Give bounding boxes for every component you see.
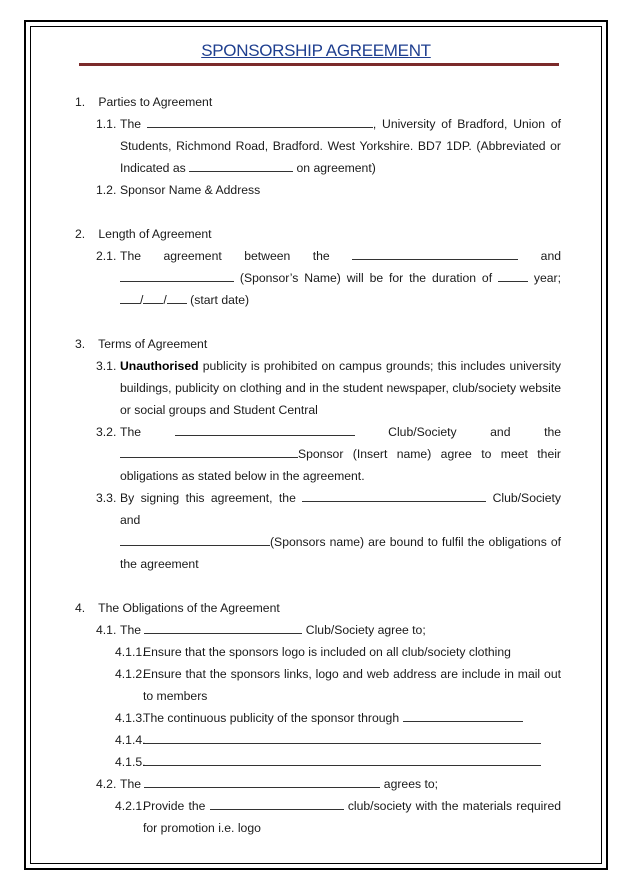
clause-4-1-3: 4.1.3. The continuous publicity of the sponsor through — [75, 707, 561, 729]
document-title: SPONSORSHIP AGREEMENT — [201, 41, 431, 60]
start-day-blank[interactable] — [120, 291, 140, 304]
obligation-4-1-4-blank[interactable] — [143, 731, 541, 744]
sponsor-name-blank[interactable] — [120, 269, 234, 282]
section-1-heading: 1. Parties to Agreement — [75, 95, 213, 109]
section-heading-text: Terms of Agreement — [98, 337, 208, 351]
section-heading-text: Length of Agreement — [98, 227, 212, 241]
clause-4-1-4: 4.1.4. — [75, 729, 561, 751]
clause-4-1-2: 4.1.2. Ensure that the sponsors links, logo and web address are include in mail out to members — [115, 667, 561, 703]
club-society-signing-blank[interactable] — [302, 489, 486, 502]
duration-blank[interactable] — [498, 269, 528, 282]
obligation-4-1-5-blank[interactable] — [143, 753, 541, 766]
clause-4-2: 4.2. The agrees to; — [96, 777, 438, 791]
section-heading-text: The Obligations of the Agreement — [98, 601, 280, 615]
union-name-blank[interactable] — [147, 115, 373, 128]
page-inner-border — [30, 26, 602, 864]
materials-club-blank[interactable] — [210, 797, 344, 810]
clause-4-2-1: 4.2.1. Provide the club/society with the materials required for promotion i.e. logo — [115, 799, 561, 835]
section-2-heading: 2. Length of Agreement — [75, 227, 212, 241]
sponsor-obligations-blank[interactable] — [144, 775, 380, 788]
clause-3-2: 3.2. The Club/Society and the Sponsor (Insert name) agree to meet their obligations as stated below in the agreement. — [96, 425, 562, 483]
title-rule — [79, 63, 559, 66]
clause-3-1: 3.1. Unauthorised publicity is prohibited on campus grounds; this includes university buildings, publicity on clothing and in the student newspaper, club/society website or social groups and Student Central — [96, 359, 562, 417]
publicity-method-blank[interactable] — [403, 709, 523, 722]
clause-2-1: 2.1. The agreement between the and (Sponsor’s Name) will be for the duration of year; / / (start date) — [96, 249, 562, 307]
clause-4-1-5: 4.1.5. — [75, 751, 561, 773]
abbreviation-blank[interactable] — [189, 159, 293, 172]
obligations-club-blank[interactable] — [144, 621, 302, 634]
start-year-blank[interactable] — [167, 291, 187, 304]
sponsor-blank[interactable] — [120, 445, 298, 458]
agreement-body — [75, 91, 561, 839]
club-society-blank[interactable] — [175, 423, 355, 436]
section-4-heading: 4. The Obligations of the Agreement — [75, 601, 280, 615]
clause-1-1: 1.1. The , University of Bradford, Union of Students, Richmond Road, Bradford. West Yorkshire. BD7 1DP. (Abbreviated or Indicated as on agreement) — [96, 117, 562, 175]
clause-4-1: 4.1. The Club/Society agree to; — [96, 623, 426, 637]
clause-3-3: 3.3. By signing this agreement, the Club/Society and (Sponsors name) are bound to fulfil the obligations of the agreement — [96, 491, 562, 571]
clause-1-2: 1.2. Sponsor Name & Address — [96, 183, 261, 197]
start-month-blank[interactable] — [143, 291, 163, 304]
sponsors-name-blank[interactable] — [120, 533, 270, 546]
clause-4-1-1: 4.1.1. Ensure that the sponsors logo is included on all club/society clothing — [115, 645, 511, 659]
party-blank[interactable] — [352, 247, 518, 260]
section-3-heading: 3. Terms of Agreement — [75, 337, 208, 351]
page-border — [24, 20, 608, 870]
section-heading-text: Parties to Agreement — [98, 95, 213, 109]
